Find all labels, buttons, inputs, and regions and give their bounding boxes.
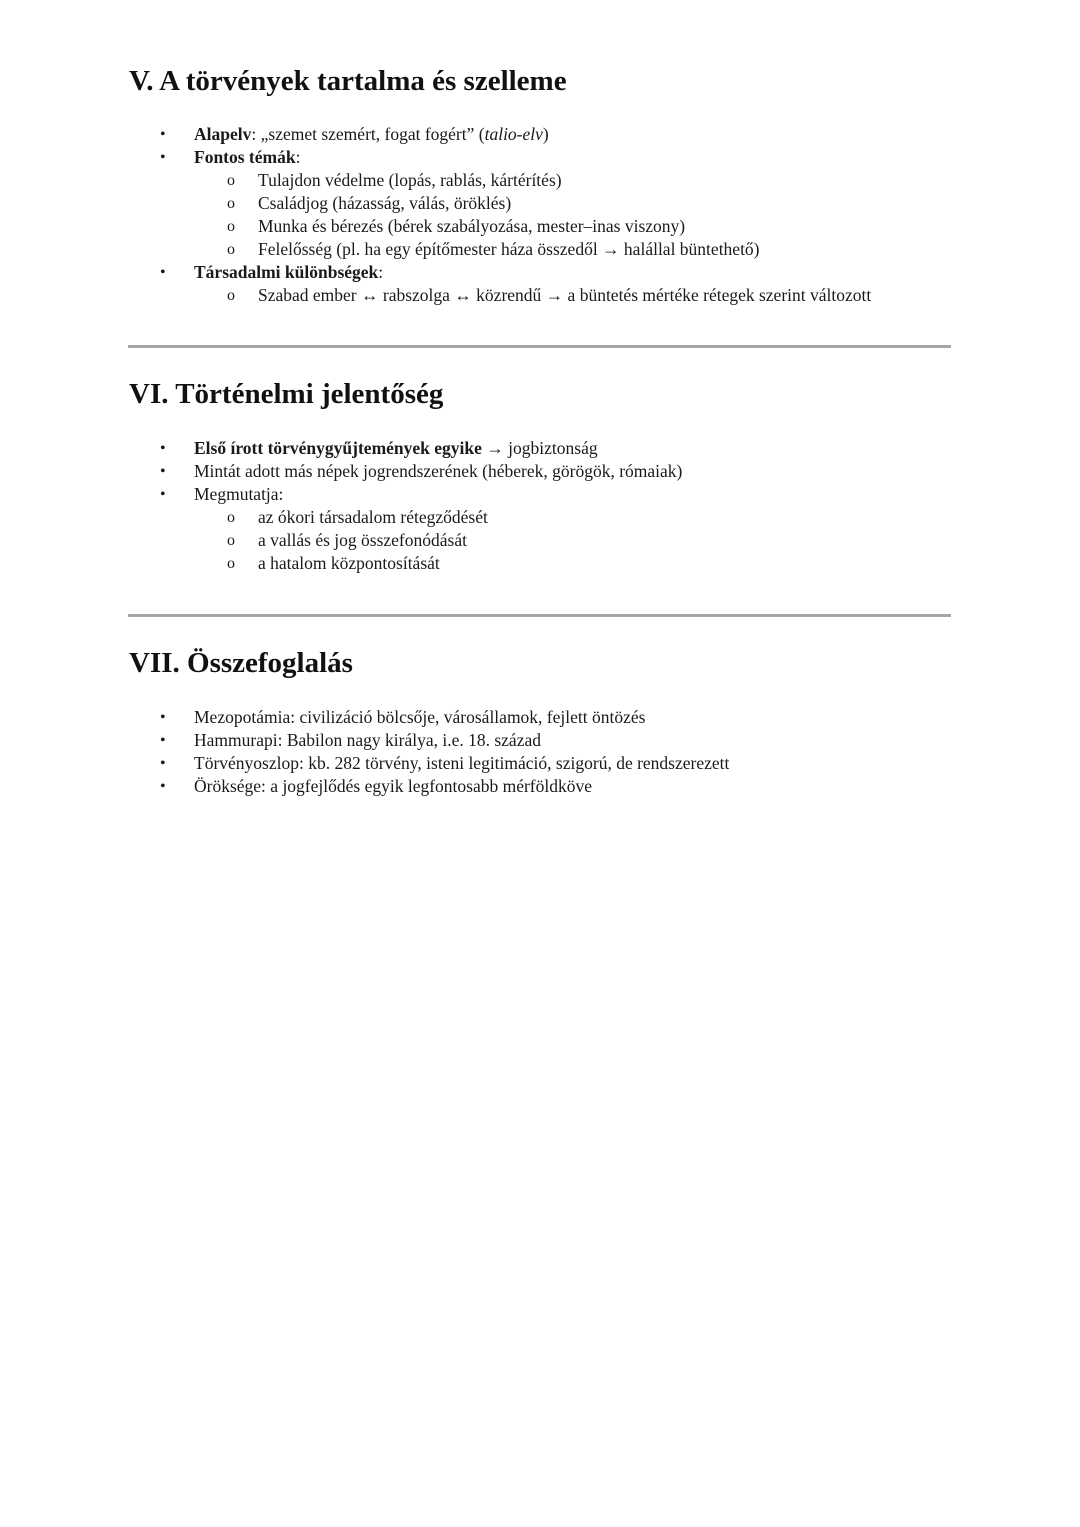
sub-list-item bbox=[0, 529, 1080, 552]
item-label: Első írott törvénygyűjtemények egyike bbox=[194, 438, 482, 458]
sub-list-item bbox=[0, 552, 1080, 575]
sub-list-item bbox=[0, 238, 1080, 261]
list-item bbox=[0, 775, 1080, 798]
sub-bullet: o bbox=[227, 172, 235, 189]
item-text: Szabad ember ↔ rabszolga ↔ közrendű → a büntetés mértéke rétegek szerint változott bbox=[258, 285, 872, 305]
bullet: • bbox=[160, 463, 166, 480]
bullet: • bbox=[160, 709, 166, 726]
list-item bbox=[0, 123, 1080, 146]
sub-list-item bbox=[0, 506, 1080, 529]
section-heading-vii: VII. Összefoglalás bbox=[129, 647, 353, 679]
item-text: Mezopotámia: civilizáció bölcsője, városállamok, fejlett öntözés bbox=[194, 707, 646, 727]
horizontal-divider bbox=[128, 345, 951, 348]
item-label: Alapelv bbox=[194, 124, 252, 144]
list-item bbox=[0, 146, 1080, 169]
section-heading-vi: VI. Történelmi jelentőség bbox=[129, 378, 444, 410]
list-item bbox=[0, 261, 1080, 284]
bullet: • bbox=[160, 732, 166, 749]
sub-list-item bbox=[0, 215, 1080, 238]
item-label: Fontos témák bbox=[194, 147, 296, 167]
bullet: • bbox=[160, 149, 166, 166]
sub-bullet: o bbox=[227, 555, 235, 572]
sub-bullet: o bbox=[227, 532, 235, 549]
sub-bullet: o bbox=[227, 218, 235, 235]
item-text: : bbox=[295, 147, 301, 167]
item-text: → jogbiztonság bbox=[481, 438, 598, 458]
item-text: Felelősség (pl. ha egy építőmester háza összedől → halállal büntethető) bbox=[258, 239, 760, 259]
section-vii-list bbox=[0, 706, 1080, 798]
section-heading-v: V. A törvények tartalma és szelleme bbox=[129, 65, 567, 97]
sub-bullet: o bbox=[227, 509, 235, 526]
bullet: • bbox=[160, 755, 166, 772]
bullet: • bbox=[160, 486, 166, 503]
sub-bullet: o bbox=[227, 241, 235, 258]
item-text: a hatalom központosítását bbox=[258, 553, 440, 573]
item-text: Mintát adott más népek jogrendszerének (héberek, görögök, rómaiak) bbox=[194, 461, 683, 481]
item-label: Társadalmi különbségek bbox=[194, 262, 379, 282]
sub-bullet: o bbox=[227, 287, 235, 304]
bullet: • bbox=[160, 264, 166, 281]
horizontal-divider bbox=[128, 614, 951, 617]
item-text: Hammurapi: Babilon nagy királya, i.e. 18. század bbox=[194, 730, 541, 750]
section-v-list bbox=[0, 123, 1080, 307]
sub-list-item bbox=[0, 192, 1080, 215]
item-text: Öröksége: a jogfejlődés egyik legfontosabb mérföldköve bbox=[194, 776, 593, 796]
item-tail: ) bbox=[542, 124, 549, 144]
bullet: • bbox=[160, 126, 166, 143]
item-text: Megmutatja: bbox=[194, 484, 284, 504]
list-item bbox=[0, 460, 1080, 483]
list-item bbox=[0, 706, 1080, 729]
list-item bbox=[0, 752, 1080, 775]
list-item bbox=[0, 483, 1080, 506]
item-text: Törvényoszlop: kb. 282 törvény, isteni legitimáció, szigorú, de rendszerezett bbox=[194, 753, 730, 773]
bullet: • bbox=[160, 440, 166, 457]
sub-list-item bbox=[0, 169, 1080, 192]
list-item bbox=[0, 729, 1080, 752]
item-text: : „szemet szemért, fogat fogért” ( bbox=[251, 124, 485, 144]
item-italic: talio-elv bbox=[484, 124, 543, 144]
list-item bbox=[0, 437, 1080, 460]
section-vi-list bbox=[0, 437, 1080, 575]
item-text: Családjog (házasság, válás, öröklés) bbox=[258, 193, 512, 213]
item-text: : bbox=[378, 262, 384, 282]
sub-bullet: o bbox=[227, 195, 235, 212]
item-text: Tulajdon védelme (lopás, rablás, kártérítés) bbox=[258, 170, 562, 190]
item-text: a vallás és jog összefonódását bbox=[258, 530, 467, 550]
bullet: • bbox=[160, 778, 166, 795]
item-text: Munka és bérezés (bérek szabályozása, mester–inas viszony) bbox=[258, 216, 686, 236]
sub-list-item bbox=[0, 284, 1080, 307]
item-text: az ókori társadalom rétegződését bbox=[258, 507, 488, 527]
